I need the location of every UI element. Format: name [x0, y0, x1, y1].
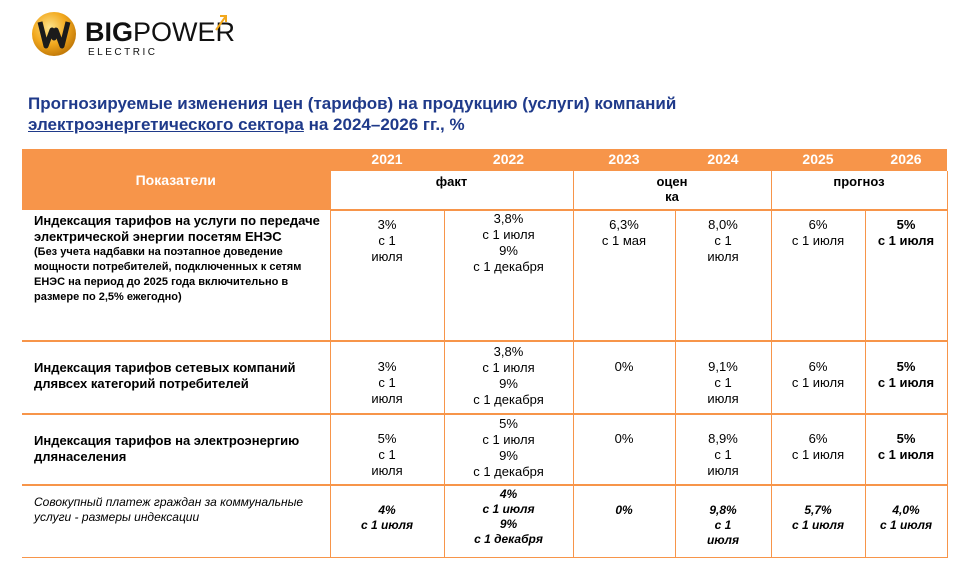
logo-power: POWER	[133, 17, 236, 47]
value-2024: 8,0% с 1 июля	[675, 210, 771, 341]
table-row	[22, 485, 947, 557]
value-2026: 5% с 1 июля	[865, 341, 947, 414]
value-2025: 6% с 1 июля	[771, 210, 865, 341]
header-year-2024: 2024	[675, 149, 771, 171]
value-2026: 5% с 1 июля	[865, 210, 947, 341]
company-logo	[30, 10, 240, 58]
indicator-text: Индексация тарифов на услуги по передаче электрической энергии посетям ЕНЭС	[34, 213, 320, 244]
value-2023: 0%	[573, 485, 675, 557]
indicator-cell	[22, 210, 330, 341]
table-row	[22, 414, 947, 485]
title-line-2	[28, 114, 788, 135]
tariff-table	[22, 149, 948, 558]
table-row	[22, 341, 947, 414]
group-otsenka-2: ка	[665, 189, 679, 204]
indicator-note: (Без учета надбавки на поэтапное доведение мощности потребителей, подключенных к сетям ЕНЭС на период до 2025 года включительно в размере по 2,5% ежегодно)	[34, 246, 302, 303]
group-otsenka-1: оцен	[656, 174, 688, 189]
header-year-2026: 2026	[865, 149, 947, 171]
title-line-1: Прогнозируемые изменения цен (тарифов) на продукцию (услуги) компаний	[28, 94, 677, 113]
value-2022: 4% с 1 июля 9% с 1 декабря	[444, 485, 573, 557]
value-2026: 5% с 1 июля	[865, 414, 947, 485]
svg-text:BIGPOWER	[85, 17, 235, 47]
header-year-2021: 2021	[330, 149, 444, 171]
indicator-cell: Индексация тарифов сетевых компаний длявсех категорий потребителей	[22, 341, 330, 414]
table-row	[22, 210, 947, 341]
logo-big: BIG	[85, 17, 134, 47]
header-year-2022: 2022	[444, 149, 573, 171]
value-2024: 8,9% с 1 июля	[675, 414, 771, 485]
value-2026: 4,0% с 1 июля	[865, 485, 947, 557]
group-prognoz: прогноз	[771, 171, 947, 210]
value-2023: 0%	[573, 414, 675, 485]
header-year-2025: 2025	[771, 149, 865, 171]
value-2023: 0%	[573, 341, 675, 414]
value-2021: 3% с 1 июля	[330, 341, 444, 414]
value-2022: 3,8% с 1 июля 9% с 1 декабря	[444, 210, 573, 341]
group-fakt: факт	[330, 171, 573, 210]
value-2021: 3% с 1 июля	[330, 210, 444, 341]
value-2025: 6% с 1 июля	[771, 341, 865, 414]
header-year-2023: 2023	[573, 149, 675, 171]
indicator-cell: Совокупный платеж граждан за коммунальные услуги - размеры индексации	[22, 485, 330, 557]
value-2025: 5,7% с 1 июля	[771, 485, 865, 557]
header-indicators: Показатели	[22, 149, 330, 210]
value-2022: 3,8% с 1 июля 9% с 1 декабря	[444, 341, 573, 414]
value-2025: 6% с 1 июля	[771, 414, 865, 485]
value-2023: 6,3% с 1 мая	[573, 210, 675, 341]
indicator-cell: Индексация тарифов на электроэнергию длянаселения	[22, 414, 330, 485]
logo-electric: ELECTRIC	[88, 47, 158, 58]
page-title	[28, 93, 788, 135]
value-2024: 9,8% с 1 июля	[675, 485, 771, 557]
title-rest: на 2024–2026 гг., %	[303, 115, 465, 134]
value-2021: 5% с 1 июля	[330, 414, 444, 485]
logo-mark-icon	[30, 10, 240, 58]
value-2022: 5% с 1 июля 9% с 1 декабря	[444, 414, 573, 485]
group-otsenka	[573, 171, 771, 210]
value-2024: 9,1% с 1 июля	[675, 341, 771, 414]
value-2021: 4% с 1 июля	[330, 485, 444, 557]
header-row-years	[22, 149, 947, 171]
title-underlined: электроэнергетического сектора	[28, 115, 304, 134]
